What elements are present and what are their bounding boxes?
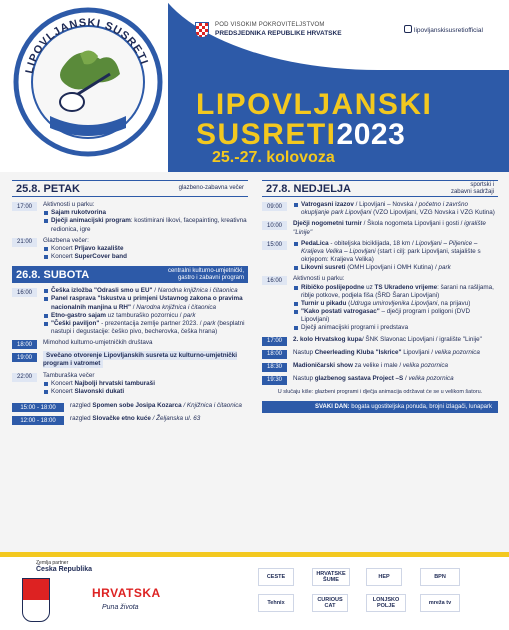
event-text: Nastup bbox=[293, 348, 315, 356]
program-event bbox=[12, 237, 248, 262]
event-italic: velika pozornica bbox=[402, 361, 449, 369]
title-line1: LIPOVLJANSKI bbox=[196, 88, 433, 121]
item-bold: "Kako postati vatrogasac" bbox=[301, 308, 380, 316]
item-italic: park bbox=[203, 319, 216, 327]
czech-crest-icon bbox=[22, 578, 50, 622]
event-text: / Škola nogometa Lipovljani i gosti / bbox=[361, 220, 465, 228]
event-bold: Cheerleading Kluba "Iskrice" bbox=[314, 348, 402, 356]
event-title: Aktivnosti u parku: bbox=[293, 275, 345, 283]
item-bold: "Češki paviljon" bbox=[51, 319, 100, 327]
sunday-events bbox=[262, 201, 498, 385]
event-time: 15:00 bbox=[262, 241, 287, 250]
item-text: uz bbox=[364, 283, 375, 291]
program-content bbox=[0, 172, 509, 552]
list-item bbox=[43, 380, 155, 388]
event-bold: Dječji nogometni turnir bbox=[293, 220, 362, 228]
day-tag: glazbeno-zabavna večer bbox=[178, 185, 244, 192]
event-time: 18:30 bbox=[262, 363, 287, 372]
event-body bbox=[37, 201, 248, 234]
item-text: (OMH Lipovljani i OMH Kutina) / bbox=[345, 264, 439, 272]
list-item bbox=[43, 287, 248, 295]
event-italic: velika pozornica bbox=[434, 348, 480, 356]
footer-sponsors bbox=[0, 552, 509, 630]
item-text: - obiteljska biciklijada, 18 km / bbox=[328, 239, 416, 247]
program-event bbox=[262, 275, 498, 332]
instagram-text: lipovljanskisusretiofficial bbox=[414, 27, 483, 34]
sponsor-logo: CESTE bbox=[258, 568, 294, 586]
item-italic: Narodna knjižnica i čitaonica bbox=[157, 287, 238, 295]
item-italic: Udruga umirovljenika Lipovljani bbox=[350, 299, 438, 307]
festival-dates: 25.-27. kolovoza bbox=[212, 149, 335, 166]
item-bold: Češka izložba "Odrasli smo u EU" bbox=[51, 287, 153, 295]
saturday-events bbox=[12, 287, 248, 396]
event-time: 16:00 bbox=[12, 288, 37, 297]
list-item bbox=[43, 388, 155, 396]
header bbox=[0, 0, 509, 172]
sponsor-logo: CURIOUS CAT bbox=[312, 594, 348, 612]
program-event bbox=[262, 336, 498, 346]
exhibition-time: 15:00 - 18:00 bbox=[12, 403, 64, 412]
program-event bbox=[262, 362, 498, 372]
event-body bbox=[37, 352, 248, 368]
exhibition-row bbox=[12, 402, 248, 412]
event-body bbox=[287, 240, 498, 273]
saturday-exhibitions bbox=[12, 402, 248, 425]
exhibition-italic: / Željanska ul. 63 bbox=[150, 415, 201, 423]
event-list bbox=[293, 201, 498, 217]
item-italic: park bbox=[183, 311, 196, 319]
item-bold: Vatrogasni izazov bbox=[301, 201, 354, 208]
exhibition-row bbox=[12, 415, 248, 425]
event-list bbox=[293, 284, 498, 333]
day-tag: centralni kulturno-umjetnički, gastro i zabavni program bbox=[167, 268, 244, 281]
friday-events bbox=[12, 201, 248, 261]
item-bold: Dječji animacijski program bbox=[51, 217, 131, 225]
program-event bbox=[12, 372, 248, 397]
item-text: uz tamburaško pozornicu / bbox=[105, 311, 184, 319]
program-event bbox=[12, 201, 248, 234]
item-bold: PedaLica bbox=[301, 239, 329, 247]
exhibition-pre: razgled bbox=[70, 402, 93, 410]
item-italic: Lipovljani – Piljenice – Kraljeva Velika – Lipovljani bbox=[301, 239, 478, 255]
item-text: / Lipovljani – Novska / bbox=[353, 201, 419, 208]
event-body bbox=[287, 362, 448, 372]
title-line2 bbox=[196, 118, 405, 152]
item-text: / bbox=[152, 287, 158, 295]
title-year: 2023 bbox=[336, 118, 406, 151]
logo-ring-text: LIPOVLJANSKI SUSRETI bbox=[23, 16, 151, 75]
item-text: : šarani na rašljama, riblje potkove, podjela fiša (ŠRD Šaran Lipovljani) bbox=[301, 283, 494, 299]
hrvatska-logo: HRVATSKA bbox=[92, 586, 161, 600]
event-body bbox=[37, 372, 155, 397]
right-column bbox=[262, 180, 498, 413]
item-text: : kostimirani likovi, facepainting, kreativna redionica, igre bbox=[51, 217, 247, 233]
event-title: Glazbena večer: bbox=[43, 236, 89, 244]
event-time: 17:00 bbox=[262, 337, 287, 346]
event-time: 21:00 bbox=[12, 238, 37, 247]
item-bold: Najbolji hrvatski tamburaši bbox=[74, 379, 155, 387]
list-item bbox=[293, 284, 498, 300]
partner-label: Zemlja partner bbox=[36, 560, 69, 566]
exhibition-pre: razgled bbox=[70, 415, 93, 423]
program-event bbox=[12, 352, 248, 368]
list-item bbox=[293, 201, 498, 217]
event-title: Aktivnosti u parku: bbox=[43, 201, 95, 208]
event-body bbox=[37, 237, 127, 262]
event-list bbox=[43, 380, 155, 396]
day-tag: sportski i zabavni sadržaji bbox=[450, 181, 494, 195]
day-name: 27.8. NEDJELJA bbox=[266, 182, 351, 195]
item-text: ( bbox=[346, 299, 351, 307]
list-item bbox=[43, 245, 127, 253]
list-item bbox=[43, 209, 248, 217]
event-italic: velika pozornica bbox=[408, 374, 454, 382]
sponsor-logo: HEP bbox=[366, 568, 402, 586]
item-text: , na prijavu) bbox=[437, 299, 471, 307]
item-text: (VZO Lipovljani, VZG Novska i VZG Kutina) bbox=[371, 209, 495, 217]
day-header-sunday bbox=[262, 180, 498, 197]
list-item bbox=[293, 240, 498, 265]
list-item bbox=[293, 324, 498, 332]
item-text: Koncert bbox=[51, 253, 75, 261]
event-body bbox=[37, 339, 153, 349]
patron-line1: POD VISOKIM POKROVITELJSTVOM bbox=[215, 22, 325, 28]
exhibition-bold: Spomen sobe Josipa Kozarca bbox=[92, 402, 182, 410]
item-text: / bbox=[130, 303, 137, 311]
item-bold: Slavonski dukati bbox=[74, 387, 125, 395]
day-header-friday bbox=[12, 180, 248, 197]
event-list bbox=[43, 209, 248, 234]
event-time: 18:00 bbox=[12, 340, 37, 349]
sponsor-logo: mreža tv bbox=[420, 594, 460, 612]
item-text: - prezentacija zemlje partner 2023. / bbox=[99, 319, 204, 327]
event-list bbox=[293, 240, 498, 273]
day-name: 26.8. SUBOTA bbox=[16, 268, 90, 281]
title-susreti: SUSRETI bbox=[196, 118, 337, 151]
event-time: 19:30 bbox=[262, 376, 287, 385]
event-bold: glazbenog sastava Project –S bbox=[314, 374, 404, 382]
exhibition-bold: Slovačke etno kuće bbox=[92, 415, 151, 423]
event-body bbox=[287, 375, 454, 385]
sponsor-logo: HRVATSKE ŠUME bbox=[312, 568, 350, 586]
exhibition-time: 12:00 - 18:00 bbox=[12, 416, 64, 425]
event-body bbox=[287, 275, 498, 332]
list-item bbox=[43, 295, 248, 311]
item-text: Koncert bbox=[51, 379, 75, 387]
item-italic: početno i završno okupljanje park Lipovljani bbox=[301, 201, 468, 217]
event-body bbox=[287, 349, 480, 359]
list-item bbox=[43, 320, 248, 336]
list-item bbox=[293, 308, 498, 324]
croatia-crest-icon bbox=[195, 22, 209, 38]
event-list bbox=[43, 245, 127, 261]
program-event bbox=[262, 375, 498, 385]
list-item bbox=[293, 264, 498, 272]
item-text: – dječji program i poligoni (DVD Lipovljani) bbox=[301, 308, 471, 324]
event-text: / bbox=[403, 374, 409, 382]
item-text: Koncert bbox=[51, 244, 75, 252]
item-bold: Panel rasprava "Iskustva u primjeni Ustavnog zakona o pravima nacionalnih manjina u RH" bbox=[51, 295, 243, 311]
event-text: Nastup bbox=[293, 374, 315, 382]
item-text: (start i cilj: park Lipovljani, stajalište s okrjepom: Kraljeva Velika) bbox=[301, 247, 481, 264]
exhibition-body bbox=[64, 415, 200, 425]
festival-logo bbox=[10, 4, 165, 162]
day-header-saturday bbox=[12, 266, 248, 283]
event-body bbox=[287, 336, 482, 346]
patron-line2: PREDSJEDNIKA REPUBLIKE HRVATSKE bbox=[215, 30, 342, 37]
item-bold: Ribičko poslijepodne bbox=[301, 283, 365, 291]
program-event bbox=[262, 201, 498, 217]
instagram-icon bbox=[404, 25, 412, 33]
program-event bbox=[262, 240, 498, 273]
hrvatska-tagline: Puna života bbox=[102, 604, 139, 611]
event-highlight: Svečano otvorenje Lipovljanskih susreta uz kulturno-umjetnički program i vatromet bbox=[43, 352, 238, 368]
item-text: Koncert bbox=[51, 387, 75, 395]
event-time: 09:00 bbox=[262, 202, 287, 211]
item-italic: park bbox=[438, 264, 451, 272]
program-event bbox=[12, 287, 248, 336]
sponsor-logo: Tehnix bbox=[258, 594, 294, 612]
event-time: 22:00 bbox=[12, 373, 37, 382]
event-text: Mimohod kulturno-umjetničkih društava bbox=[43, 339, 153, 347]
list-item bbox=[43, 253, 127, 261]
program-event bbox=[262, 349, 498, 359]
every-day-banner: SVAKI DAN: bogata ugostiteljska ponuda, brojni izlagači, lunapark bbox=[262, 401, 498, 413]
item-italic: Narodna knjižnica i čitaonica bbox=[136, 303, 217, 311]
list-item bbox=[293, 300, 498, 308]
event-body bbox=[287, 220, 498, 236]
event-bold: Madioničarski show bbox=[293, 361, 353, 369]
item-bold: Turnir u pikadu bbox=[301, 299, 347, 307]
yellow-strip bbox=[0, 552, 509, 557]
event-bold: 2. kolo Hrvatskog kupa bbox=[293, 335, 362, 343]
program-event bbox=[262, 220, 498, 236]
event-body bbox=[287, 201, 498, 217]
exhibition-italic: / Knjižnica i čitaonica bbox=[181, 402, 242, 410]
item-bold: TS Ukradeno vrijeme bbox=[374, 283, 438, 291]
event-text: Lipovljani / bbox=[401, 348, 435, 356]
event-time: 17:00 bbox=[12, 202, 37, 211]
event-time: 10:00 bbox=[262, 221, 287, 230]
event-time: 16:00 bbox=[262, 276, 287, 285]
item-bold: Etno-gastro sajam bbox=[51, 311, 106, 319]
day-name: 25.8. PETAK bbox=[16, 182, 80, 195]
partner-name: Česka Republika bbox=[36, 566, 93, 573]
event-body bbox=[37, 287, 248, 336]
item-bold: Likovni susreti bbox=[301, 264, 346, 272]
event-time: 19:00 bbox=[12, 353, 37, 362]
event-list bbox=[43, 287, 248, 336]
item-text: (besplatni nastupi i degustacije: češko pivo, becherovka, češka hrana) bbox=[51, 319, 245, 336]
list-item bbox=[43, 217, 248, 233]
instagram-handle[interactable] bbox=[404, 25, 483, 34]
item-bold: Prljavo kazalište bbox=[74, 244, 124, 252]
event-text: za velike i male / bbox=[352, 361, 403, 369]
rain-note: U slučaju kiše: glazbeni programi i dječja animacija održavat će se u velikom šatoru. bbox=[277, 388, 483, 395]
left-column bbox=[12, 180, 248, 428]
list-item bbox=[43, 312, 248, 320]
sponsor-logo: BPN bbox=[420, 568, 460, 586]
event-time: 18:00 bbox=[262, 350, 287, 359]
program-event bbox=[12, 339, 248, 349]
item-text: Dječji animacijski programi i predstava bbox=[301, 324, 409, 332]
item-bold: SuperCover band bbox=[74, 253, 127, 261]
event-title: Tamburaška večer bbox=[43, 371, 95, 379]
sponsor-logo: LONJSKO POLJE bbox=[366, 594, 406, 612]
exhibition-body bbox=[64, 402, 242, 412]
event-text: / ŠNK Slavonac Lipovljani / igralište "Linije" bbox=[361, 335, 482, 343]
event-italic: igralište "Linije" bbox=[293, 220, 486, 236]
item-bold: Sajam rukotvorina bbox=[51, 209, 106, 217]
